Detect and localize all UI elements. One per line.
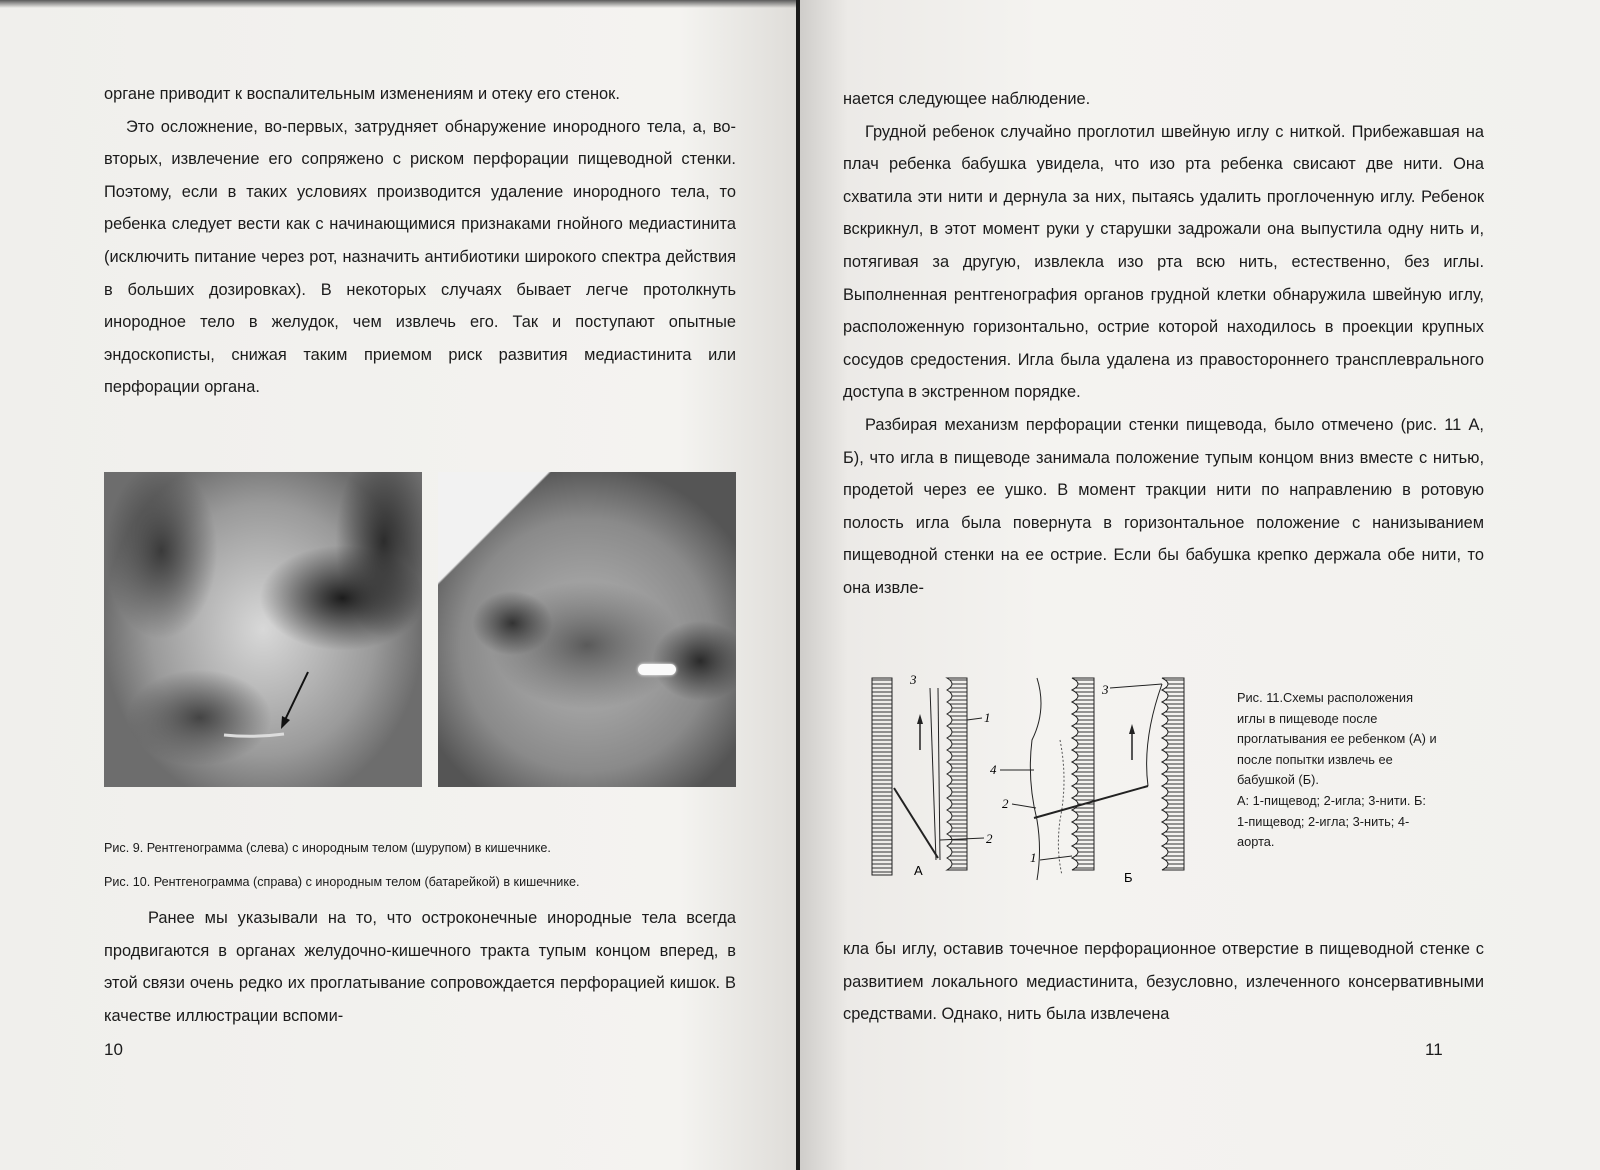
- xray-figure-10: [438, 472, 736, 787]
- paragraph: органе приводит к воспалительным изменениям и отеку его стенок.: [104, 85, 620, 103]
- diagram-label: 3: [1102, 682, 1109, 697]
- page-number: 11: [1425, 1040, 1443, 1059]
- right-page: [800, 0, 1600, 1170]
- figure-11-diagram: [862, 670, 1232, 892]
- paragraph: Грудной ребенок случайно проглотил швейную иглу с ниткой. Прибежавшая на плач ребенка бабушка увидела, что изо рта ребенка свисают две нити. Она схватила эти нити и дернула за них, пытаясь удалить проглоченную иглу. Ребенок вскрикнул, в этот момент руки у старушки задрожали она выпустила одну нить и, потягивая за другую, извлекла изо рта всю нить, естественно, без иглы. Выполненная рентгенография органов грудной клетки обнаружила швейную иглу, расположенную горизонтально, острие которой находилось в проекции крупных сосудов средостения. Игла была удалена из правостороннего трансплеврального доступа в экстренном порядке.: [843, 122, 1484, 402]
- arrow-icon: [104, 472, 422, 787]
- left-page-text-top: [104, 78, 736, 404]
- figure-9-caption: Рис. 9. Рентгенограмма (слева) с инородным телом (шурупом) в кишечнике.: [104, 841, 551, 855]
- figure-11-caption-text: Рис. 11.Схемы расположения иглы в пищеводе после проглатывания ее ребенком (А) и после попытки извлечь ее бабушкой (Б).: [1237, 690, 1437, 788]
- diagram-label: 2: [986, 831, 993, 846]
- battery-foreign-body: [638, 664, 676, 675]
- paragraph: Разбирая механизм перфорации стенки пищевода, было отмечено (рис. 11 А, Б), что игла в пищеводе занимала положение тупым концом вниз вместе с нитью, продетой через ее ушко. В момент тракции нити по направлению в ротовую полость игла была повернута в горизонтальное положение с нанизыванием пищеводной стенки на ее острие. Если бы бабушка крепко держала обе нити, то она извле-: [843, 415, 1484, 597]
- esophagus-needle-schematic: [862, 670, 1232, 892]
- paragraph: кла бы иглу, оставив точечное перфорационное отверстие в пищеводной стенке с развитием локального медиастинита, безусловно, излеченного консервативными средствами. Однако, нить была извлечена: [843, 940, 1484, 1024]
- figure-11-legend: А: 1-пищевод; 2-игла; 3-нити. Б: 1-пищевод; 2-игла; 3-нить; 4-аорта.: [1237, 792, 1426, 850]
- diagram-label: 3: [910, 672, 917, 687]
- diagram-label: А: [914, 863, 923, 878]
- diagram-label: 2: [1002, 796, 1009, 811]
- paragraph: нается следующее наблюдение.: [843, 90, 1091, 108]
- page-number: 10: [104, 1040, 123, 1059]
- xray-figure-9: [104, 472, 422, 787]
- right-page-text-bottom: [843, 933, 1484, 1031]
- diagram-label: Б: [1124, 870, 1133, 885]
- diagram-label: 4: [990, 762, 997, 777]
- paragraph: Это осложнение, во-первых, затрудняет обнаружение инородного тела, а, во-вторых, извлечение его сопряжено с риском перфорации пищеводной стенки. Поэтому, если в таких условиях производится удаление инородного тела, то ребенка следует вести как с начинающимися признаками гнойного медиастинита (исключить питание через рот, назначить антибиотики широкого спектра действия в больших дозировках). В некоторых случаях бывает легче протолкнуть инородное тело в желудок, чем извлечь его. Так и поступают опытные эндоскописты, снижая таким приемом риск развития медиастинита или перфорации органа.: [104, 117, 736, 397]
- right-page-text-top: [843, 83, 1484, 605]
- paragraph: Ранее мы указывали на то, что остроконечные инородные тела всегда продвигаются в органах желудочно-кишечного тракта тупым концом вперед, в этой связи очень редко их проглатывание сопровождается перфорацией кишок. В качестве иллюстрации вспоми-: [104, 909, 736, 1025]
- diagram-label: 1: [1030, 850, 1037, 865]
- figure-10-caption: Рис. 10. Рентгенограмма (справа) с инородным телом (батарейкой) в кишечнике.: [104, 875, 580, 889]
- diagram-label: 1: [984, 710, 991, 725]
- left-page-text-bottom: [104, 902, 736, 1032]
- page-top-shadow: [0, 0, 800, 8]
- figure-11-caption: [1237, 688, 1437, 853]
